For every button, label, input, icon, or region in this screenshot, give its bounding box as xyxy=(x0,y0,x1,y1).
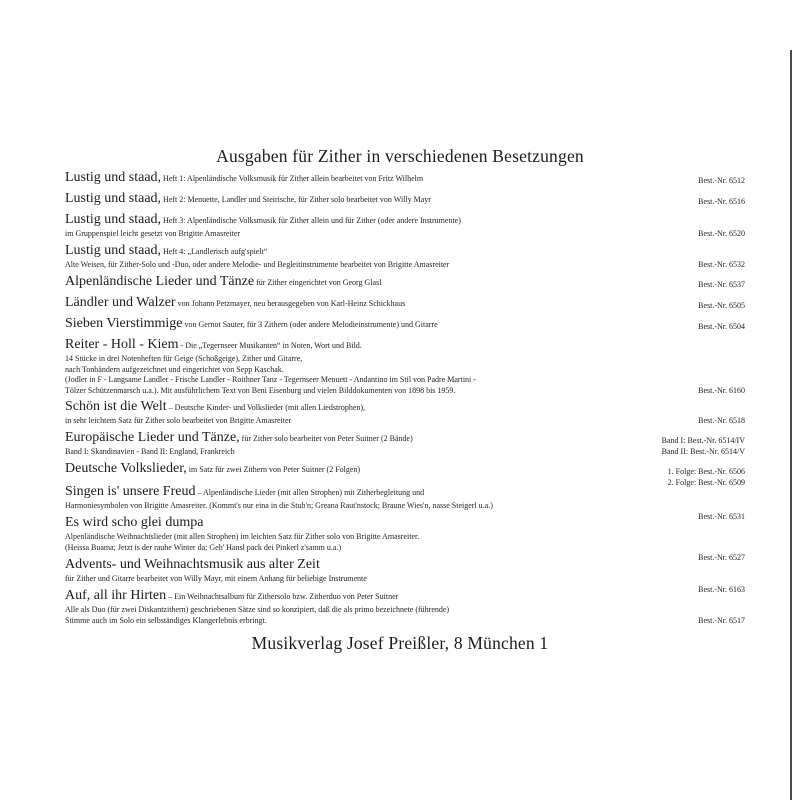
entry-heading-line xyxy=(65,274,745,291)
entry-heading-line xyxy=(65,243,745,260)
order-number: Best.-Nr. 6532 xyxy=(698,260,745,269)
entry-description: 14 Stücke in drei Notenheften für Geige (Schoßgeige), Zither und Gitarre, xyxy=(65,354,303,363)
entry-heading-line xyxy=(65,515,745,532)
entry-heading-line xyxy=(65,295,745,312)
entry-description-line xyxy=(65,416,745,427)
order-number: Best.-Nr. 6518 xyxy=(698,416,745,425)
entry-description-line xyxy=(65,543,745,554)
entry-description: Tölzer Schützenmarsch u.a.). Mit ausführlichem Text von Beni Eisenburg und vielen Bilddokumenten von 1898 bis 1959. xyxy=(65,385,456,395)
entry-heading-line xyxy=(65,212,745,229)
entry-heading-line xyxy=(65,170,745,187)
entry-heading-line xyxy=(65,484,745,501)
order-number: Best.-Nr. 6505 xyxy=(698,301,745,310)
entry-title: Sieben Vierstimmige xyxy=(65,316,183,331)
entry-title: Lustig und staad, xyxy=(65,191,162,206)
order-number: Best.-Nr. 6537 xyxy=(698,280,745,289)
entry-subtitle: Heft 3: Alpenländische Volksmusik für Zither allein und für Zither (oder andere Instrumente) xyxy=(163,216,461,225)
order-number: Band II: Best.-Nr. 6514/V xyxy=(661,447,745,456)
entry-description: Band I: Skandinavien - Band II: England, Frankreich xyxy=(65,447,235,456)
entry-description: im Gruppenspiel leicht gesetzt von Brigitte Amasreiter xyxy=(65,229,241,238)
order-number: Best.-Nr. 6531 xyxy=(698,511,745,521)
entry-description: Alpenländische Weihnachtslieder (mit allen Strophen) im leichten Satz für Zither solo von Brigitte Amasreiter. xyxy=(65,532,420,541)
entry-heading-line xyxy=(65,399,745,416)
entry-subtitle: von Gernot Sauter, für 3 Zithern (oder andere Melodieinstrumente) und Gitarre xyxy=(184,320,438,329)
entry-description: in sehr leichtem Satz für Zither solo bearbeitet von Brigitte Amasreiter xyxy=(65,416,292,425)
entry-description-line xyxy=(65,501,745,512)
entry-description: für Zither und Gitarre bearbeitet von Willy Mayr, mit einem Anhang für beliebige Instrumente xyxy=(65,574,367,583)
entry-subtitle: von Johann Petzmayer, neu herausgegeben von Karl-Heinz Schickhaus xyxy=(177,299,406,308)
entry-title: Advents- und Weihnachtsmusik aus alter Zeit xyxy=(65,557,320,572)
entry-description: nach Tonbändern aufgezeichnet und eingerichtet von Sepp Kaschak. xyxy=(65,364,284,374)
entry-subtitle: – Ein Weihnachtsalbum für Zithersolo bzw. Zitherduo von Peter Suitner xyxy=(168,592,399,601)
order-number: Best.-Nr. 6160 xyxy=(698,385,745,395)
entry-heading-line xyxy=(65,557,745,574)
entry-title: Singen is' unsere Freud xyxy=(65,484,196,499)
entry-description-line xyxy=(65,447,745,458)
entry-title: Europäische Lieder und Tänze, xyxy=(65,430,240,445)
entry-description-line xyxy=(65,616,745,627)
entry-description: Stimme auch im Solo ein selbständiges Klangerlebnis erbringt. xyxy=(65,615,267,625)
catalog-entry xyxy=(65,274,745,291)
entry-description-line xyxy=(65,574,745,585)
entry-description-line xyxy=(65,229,745,240)
order-number: Best.-Nr. 6512 xyxy=(698,176,745,185)
catalog-entry xyxy=(65,430,745,458)
order-number: Best.-Nr. 6163 xyxy=(698,584,745,594)
entry-description: (Jodler in F - Langsame Landler - Frische Landler - Roithner Tanz - Tegernseer Menuett - Andantino im Stil von Padre Martini - xyxy=(65,375,476,384)
entry-description: Alte Weisen, für Zither-Solo und -Duo, oder andere Melodie- und Begleitinstrumente bearbeitet von Brigitte Amasreiter xyxy=(65,260,450,269)
order-number: Band I: Best.-Nr. 6514/IV xyxy=(661,436,745,445)
entry-heading-line xyxy=(65,430,745,447)
entry-description: Alle als Duo (für zwei Diskantzithern) geschriebenen Sätze sind so konzipiert, daß die als primo bezeichnete (führende) xyxy=(65,605,450,614)
order-number: 2. Folge: Best.-Nr. 6509 xyxy=(667,478,745,487)
catalog-entry xyxy=(65,170,745,187)
entry-description: (Heissa Buama; Jetzt is der rauhe Winter da; Geh' Hansl pack dei Pinkerl z'samm u.a.) xyxy=(65,542,342,552)
order-number: 1. Folge: Best.-Nr. 6506 xyxy=(667,467,745,476)
entry-subtitle: Heft 1: Alpenländische Volksmusik für Zither allein bearbeitet von Fritz Wilhelm xyxy=(163,174,424,183)
catalog-entry xyxy=(65,316,745,333)
entry-description-line xyxy=(65,375,745,386)
order-number: Best.-Nr. 6517 xyxy=(698,615,745,625)
entry-title: Ländler und Walzer xyxy=(65,295,176,310)
entry-title: Es wird scho glei dumpa xyxy=(65,515,204,530)
catalog-entry xyxy=(65,212,745,240)
catalog-entry xyxy=(65,295,745,312)
entry-title: Lustig und staad, xyxy=(65,212,162,227)
entry-description-line xyxy=(65,260,745,271)
order-number: Best.-Nr. 6527 xyxy=(698,553,745,562)
entry-title: Lustig und staad, xyxy=(65,170,162,185)
entry-description-line xyxy=(65,354,745,365)
entry-title: Schön ist die Welt xyxy=(65,399,167,414)
order-number: Best.-Nr. 6516 xyxy=(698,197,745,206)
entry-title: Alpenländische Lieder und Tänze xyxy=(65,274,255,289)
catalog-entry xyxy=(65,399,745,427)
page-title: Ausgaben für Zither in verschiedenen Besetzungen xyxy=(216,146,584,166)
entry-subtitle: im Satz für zwei Zithern von Peter Suitner (2 Folgen) xyxy=(188,465,361,474)
publisher-imprint: Musikverlag Josef Preißler, 8 München 1 xyxy=(251,633,549,653)
entry-heading-line xyxy=(65,337,745,354)
entry-title: Lustig und staad, xyxy=(65,243,162,258)
entry-heading-line xyxy=(65,461,745,478)
entry-description-line xyxy=(65,605,745,616)
entry-subtitle: - Die „Tegernseer Musikanten“ in Noten, Wort und Bild. xyxy=(180,341,362,350)
entry-heading-line xyxy=(65,191,745,208)
catalog-entry xyxy=(65,588,745,626)
entry-subtitle: für Zither solo bearbeitet von Peter Suitner (2 Bände) xyxy=(241,434,413,443)
entry-subtitle: – Alpenländische Lieder (mit allen Strophen) mit Zitherbegleitung und xyxy=(197,488,425,497)
entry-heading-line xyxy=(65,316,745,333)
entry-description-line xyxy=(65,365,745,376)
entry-heading-line xyxy=(65,588,745,605)
entry-title: Reiter - Holl - Kiem xyxy=(65,337,179,352)
order-number: Best.-Nr. 6520 xyxy=(698,229,745,238)
entry-title: Deutsche Volkslieder, xyxy=(65,461,187,476)
catalog-entry xyxy=(65,337,745,396)
entry-description-line xyxy=(65,386,745,397)
entry-description-line xyxy=(65,532,745,543)
entry-description: Harmoniesymbolen von Brigitte Amasreiter. (Kommt's nur eina in die Stub'n; Greana Raut'nstock; Braune Wies'n, nasse Steigerl u.a.) xyxy=(65,501,493,510)
entry-subtitle: Heft 2: Menuette, Landler und Steirische, für Zither solo bearbeitet von Willy Mayr xyxy=(163,195,431,204)
entry-title: Auf, all ihr Hirten xyxy=(65,588,167,603)
entry-subtitle: für Zither eingerichtet von Georg Glasl xyxy=(256,278,382,287)
order-number: Best.-Nr. 6504 xyxy=(698,322,745,331)
catalog-entry xyxy=(65,243,745,271)
catalog-entry xyxy=(65,191,745,208)
entry-subtitle: – Deutsche Kinder- und Volkslieder (mit allen Liedstrophen), xyxy=(168,403,366,412)
entry-subtitle: Heft 4: „Landlerisch aufg'spielt“ xyxy=(163,247,268,256)
